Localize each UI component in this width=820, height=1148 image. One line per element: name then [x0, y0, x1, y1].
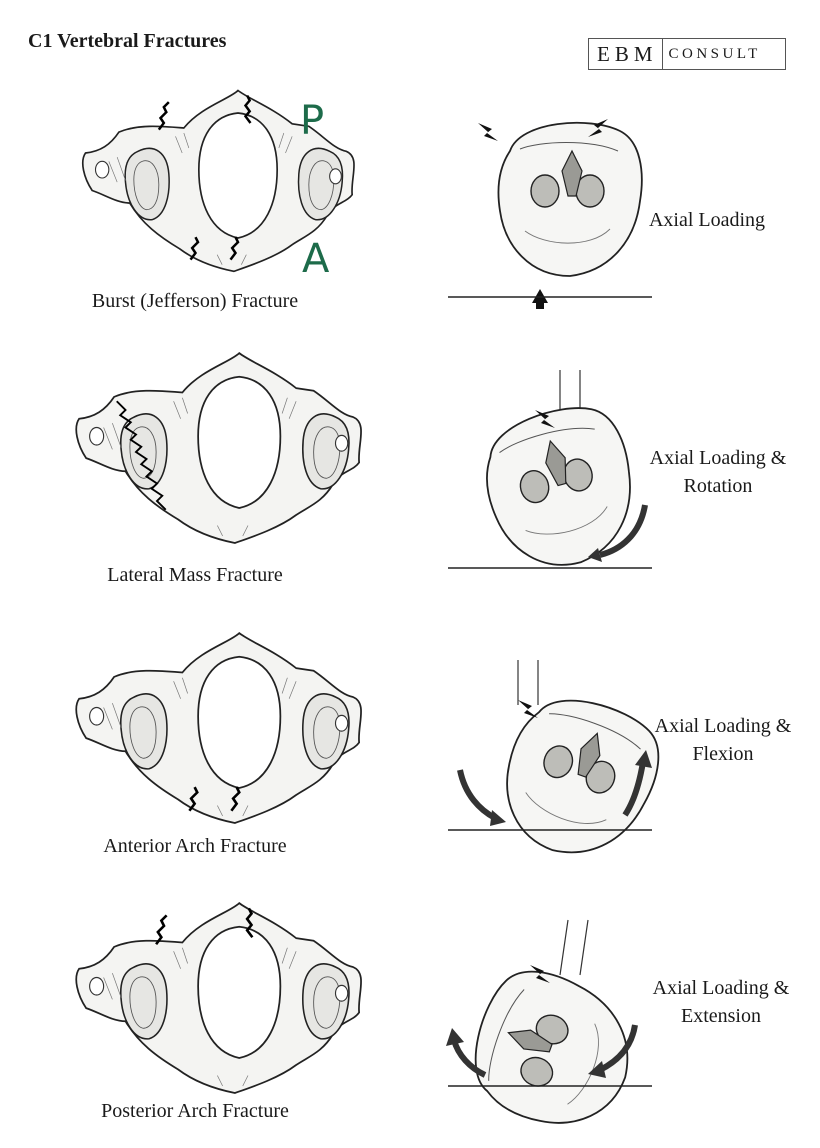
fracture-label: Anterior Arch Fracture	[103, 835, 287, 857]
mechanism-label	[628, 712, 818, 768]
flexion-arrow-left-icon	[460, 770, 495, 818]
fracture-line-posterior-left	[159, 102, 169, 130]
mechanism-line-1: Axial Loading	[648, 209, 766, 231]
ebm-consult-logo	[588, 38, 786, 70]
skull-axial-loading-flexion	[440, 650, 660, 880]
fracture-row-posterior-arch	[0, 890, 820, 1140]
mechanism-line-2: Extension	[681, 1005, 761, 1027]
c1-vertebra-burst-illustration	[28, 78, 398, 278]
c1-vertebra-anterior-arch-illustration	[28, 620, 398, 830]
impact-bolt-icon	[478, 123, 498, 141]
posterior-label: P	[300, 98, 325, 144]
fracture-line-posterior-left	[156, 915, 167, 944]
logo-consult: CONSULT	[668, 45, 761, 62]
mechanism-line-1: Axial Loading &	[649, 447, 787, 469]
mechanism-line-2: Rotation	[683, 475, 753, 497]
fracture-row-anterior-arch	[0, 620, 820, 870]
fracture-label: Lateral Mass Fracture	[107, 564, 283, 586]
fracture-row-lateral-mass	[0, 340, 820, 600]
logo-ebm: EBM	[589, 39, 663, 69]
upward-force-arrow-icon	[532, 289, 548, 309]
mechanism-label	[626, 974, 816, 1030]
fracture-row-burst	[0, 78, 820, 328]
fracture-label: Posterior Arch Fracture	[101, 1100, 289, 1122]
anterior-label: A	[302, 236, 330, 282]
c1-vertebra-posterior-arch-illustration	[28, 890, 398, 1100]
page-title: C1 Vertebral Fractures	[28, 30, 227, 52]
mechanism-label	[612, 206, 802, 234]
mechanism-line-2: Flexion	[692, 743, 754, 765]
c1-vertebra-lateral-mass-illustration	[28, 340, 398, 550]
mechanism-label	[623, 444, 813, 500]
mechanism-line-1: Axial Loading &	[654, 715, 792, 737]
fracture-label: Burst (Jefferson) Fracture	[91, 290, 299, 312]
mechanism-line-1: Axial Loading &	[652, 977, 790, 999]
